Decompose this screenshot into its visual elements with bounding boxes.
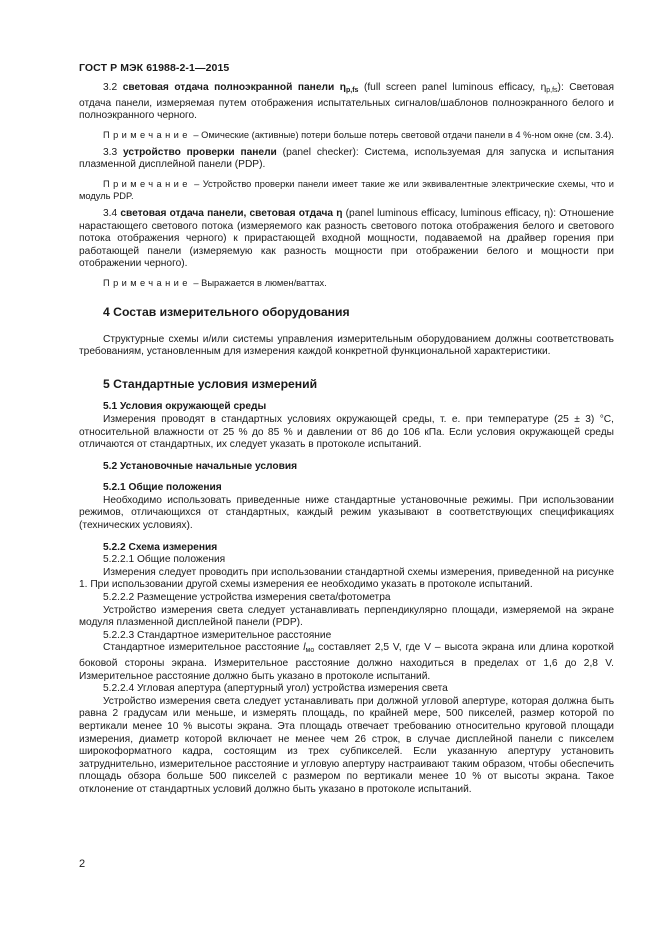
- section-5-2-2-4-title: 5.2.2.4 Угловая апертура (апертурный угол) устройства измерения света: [103, 683, 448, 695]
- section-5-2-2-2-title: 5.2.2.2 Размещение устройства измерения света/фотометра: [103, 592, 391, 604]
- definition-3-3: 3.3 устройство проверки панели (panel checker): Система, используемая для запуска и испытания плазменной дисплейной панели (PDP).: [79, 146, 615, 171]
- section-4-title: 4 Состав измерительного оборудования: [103, 304, 350, 319]
- definition-3-4: 3.4 световая отдача панели, световая отдача η (panel luminous efficacy, luminous efficacy, η): Отношение нарастающего светового потока (измеряемого как разность светового потока отображения белого и светового потока отображения черного) к прирастающей входной мощности, подаваемой на драйвер горения при работающей панели (измеряемую как разность мощности при отображении белого и мощности при отображении черного).: [79, 207, 614, 270]
- section-5-2-2-1-title: 5.2.2.1 Общие положения: [103, 554, 226, 566]
- section-5-2-2-title: 5.2.2 Схема измерения: [103, 541, 218, 553]
- note-3-2: Примечание – Омические (активные) потери больше потерь световой отдачи панели в 4 %-ном окне (см. 3.4).: [103, 129, 614, 140]
- section-5-2-2-3-text: Стандартное измерительное расстояние $l_{мо}$ составляет 2,5 V, где V – высота экрана или длина короткой боковой стороны экрана. Измерительное расстояние должно находиться в пределах от 1,6 до 2,8 V. Измерительное расстояние должно быть указано в протоколе испытаний.: [79, 642, 614, 682]
- section-5-2-2-1-text: Измерения следует проводить при использовании стандартной схемы измерения, приведенной на рисунке 1. При использовании другой схемы измерения ее необходимо указать в протоколе испытаний.: [79, 566, 614, 591]
- section-5-2-1-text: Необходимо использовать приведенные ниже стандартные установочные режимы. При использовании режимов, отличающихся от стандартных, каждый режим указывают в соответствующих спецификациях (технических условиях).: [79, 494, 614, 532]
- section-5-2-1-title: 5.2.1 Общие положения: [103, 482, 222, 494]
- standard-header: ГОСТ Р МЭК 61988-2-1—2015: [79, 62, 230, 74]
- section-4-text: Структурные схемы и/или системы управления измерительным оборудованием должны соответствовать требованиям, установленным для измерения каждой конкретной функциональной характеристики.: [79, 333, 614, 358]
- section-5-1-text: Измерения проводят в стандартных условиях окружающей среды, т. е. при температуре (25 ± 3) °С, относительной влажности от 25 % до 85 % и давлении от 86 до 106 кПа. Если условия окружающей среды отличаются от стандартных, их следует указать в протоколе испытаний.: [79, 413, 614, 451]
- section-5-2-title: 5.2 Установочные начальные условия: [103, 460, 298, 472]
- section-5-2-2-4-text: Устройство измерения света следует устанавливать при должной угловой апертуре, которая должна быть равна 2 градусам или меньше, и измерять площадь, по крайней мере, 500 пикселей, размер которой по вертикали менее 10 % высоты экрана. Эта площадь отвечает требованию относительно круговой площади измерения, диаметр которой включает не менее чем 26 строк, в случае дисплейной панели с пикселем широкоформатного кадра, состоящим из трех субпикселей. Если указанную апертуру установить затруднительно, измерительное расстояние и угловую апертуру настраивают таким образом, чтобы обеспечить площадь обзора больше 500 пикселей с размером по вертикали менее 10 % от высоты экрана. Такое отклонение от стандартных условий должно быть указано в протоколе испытаний.: [79, 695, 614, 795]
- section-5-2-2-3-title: 5.2.2.3 Стандартное измерительное расстояние: [103, 629, 332, 641]
- section-5-1-title: 5.1 Условия окружающей среды: [103, 401, 267, 413]
- definition-3-2: 3.2 световая отдача полноэкранной панели $\eta_{p,fs}$ (full screen panel luminous efficacy, $\eta_{p,fs}$): Световая отдача панели, измеряемая путем отображения испытательных сигналов/шаблонов полноэкранного белого и полноэкранного черного.: [79, 82, 614, 122]
- section-5-2-2-2-text: Устройство измерения света следует устанавливать перпендикулярно площади, измеряемой на экране модуля плазменной дисплейной панели (PDP).: [79, 604, 614, 629]
- section-5-title: 5 Стандартные условия измерений: [103, 376, 318, 391]
- note-3-4: Примечание – Выражается в люмен/ваттах.: [103, 277, 327, 288]
- note-3-3: Примечание – Устройство проверки панели имеет такие же или эквивалентные электрические схемы, что и модуль PDP.: [79, 178, 614, 201]
- document-body: [79, 82, 614, 797]
- page-number: 2: [79, 858, 86, 870]
